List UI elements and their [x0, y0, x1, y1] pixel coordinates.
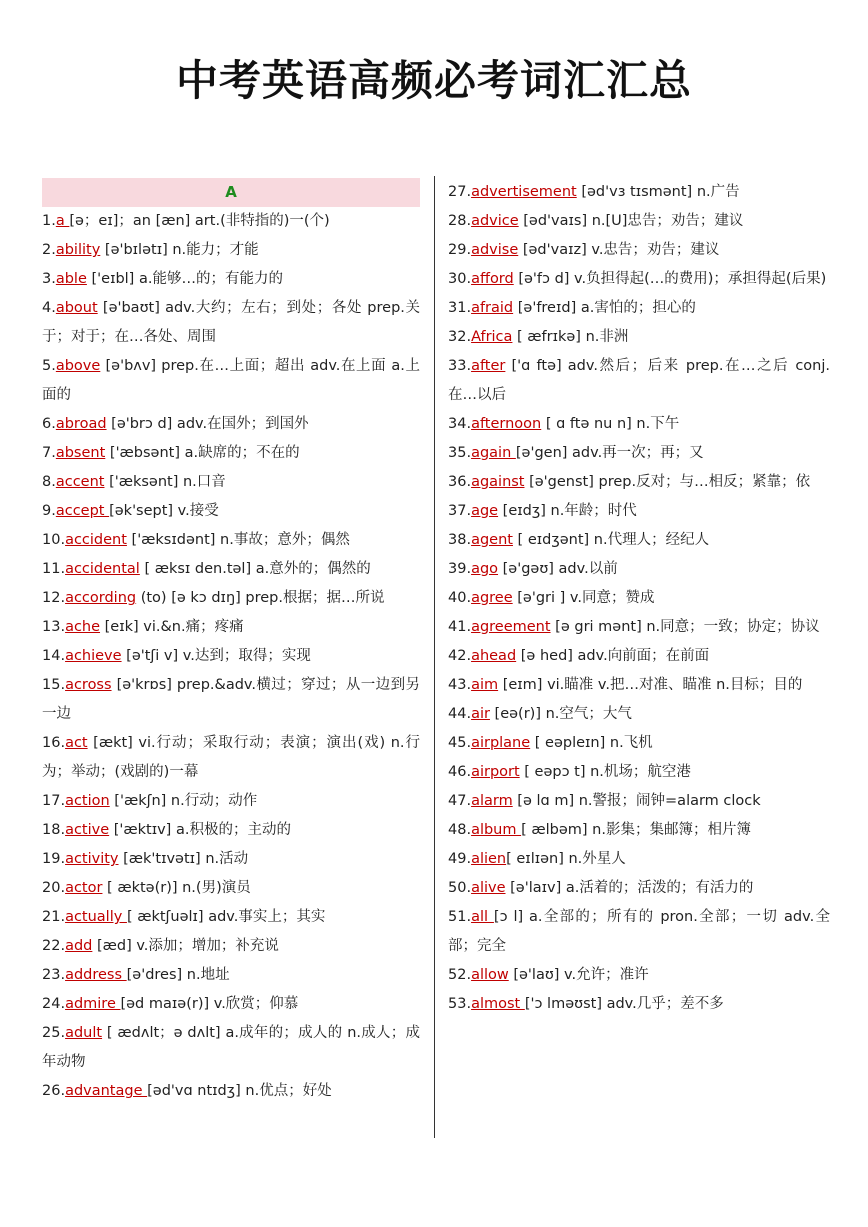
vocab-definition: [ə'laɪv] a.活着的；活泼的；有活力的 [505, 880, 754, 896]
vocab-number: 25. [42, 1025, 66, 1041]
vocab-number: 22. [42, 938, 66, 954]
vocab-number: 8. [42, 474, 56, 490]
vocab-word: a [55, 213, 70, 229]
vocab-entry [42, 874, 420, 903]
vocab-entry [448, 990, 830, 1019]
vocab-definition: [eə(r)] n.空气；大气 [489, 706, 632, 722]
vocab-word: alarm [471, 793, 513, 809]
vocab-entry [42, 555, 420, 584]
vocab-number: 6. [42, 416, 56, 432]
vocab-entry [448, 700, 830, 729]
vocab-definition: [ækt] vi.行动；采取行动；表演；演出(戏) n.行为；举动；(戏剧的)一幕 [42, 735, 420, 780]
vocab-definition: ['ækʃn] n.行动；动作 [109, 793, 258, 809]
vocab-entry [42, 932, 420, 961]
vocab-definition: [æd] v.添加；增加；补充说 [92, 938, 279, 954]
vocab-word: alive [471, 880, 506, 896]
vocab-definition: [ə'krɒs] prep.&adv.横过；穿过；从一边到另一边 [42, 677, 420, 722]
vocab-entry [42, 613, 420, 642]
vocab-word: agreement [471, 619, 551, 635]
vocab-entry [448, 874, 830, 903]
vocab-word: advertisement [471, 184, 577, 200]
vocab-number: 27. [448, 184, 472, 200]
vocab-definition: [ək'sept] v.接受 [109, 503, 219, 519]
vocab-definition: [ æktə(r)] n.(男)演员 [102, 880, 251, 896]
vocab-number: 17. [42, 793, 66, 809]
vocab-word: alien [471, 851, 507, 867]
vocab-definition: [ ɑ ftə nu n] n.下午 [541, 416, 680, 432]
vocab-number: 23. [42, 967, 66, 983]
vocab-word: album [471, 822, 522, 838]
vocab-entry [42, 207, 420, 236]
vocab-definition: [ ælbəm] n.影集；集邮簿；相片簿 [521, 822, 751, 838]
vocab-number: 9. [42, 503, 56, 519]
vocab-definition: [ə'gen] adv.再一次；再；又 [515, 445, 704, 461]
vocab-entry [448, 352, 830, 410]
vocab-entry [448, 845, 830, 874]
vocab-word: act [65, 735, 88, 751]
vocab-definition: [ æksɪ den.təl] a.意外的；偶然的 [139, 561, 371, 577]
vocab-entry [42, 787, 420, 816]
vocab-entry [448, 642, 830, 671]
vocab-definition: [ æfrɪkə] n.非洲 [512, 329, 629, 345]
vocab-word: against [471, 474, 525, 490]
vocab-number: 35. [448, 445, 472, 461]
vocab-entry [448, 294, 830, 323]
vocab-definition: ['æksənt] n.口音 [104, 474, 226, 490]
vocab-entry [42, 439, 420, 468]
vocab-number: 16. [42, 735, 66, 751]
vocab-word: abroad [55, 416, 107, 432]
vocab-entry [448, 207, 830, 236]
vocab-word: aim [471, 677, 499, 693]
vocab-word: ability [55, 242, 101, 258]
vocab-definition: [ə'fɔ d] v.负担得起(…的费用)；承担得起(后果) [513, 271, 827, 287]
vocab-number: 4. [42, 300, 56, 316]
vocab-number: 51. [448, 909, 472, 925]
vocab-entry [42, 671, 420, 729]
vocab-word: active [65, 822, 110, 838]
vocab-number: 10. [42, 532, 66, 548]
vocab-list-right [448, 178, 830, 1019]
vocab-definition: [ eəpɔ t] n.机场；航空港 [519, 764, 691, 780]
vocab-word: actor [65, 880, 103, 896]
vocab-word: accident [65, 532, 127, 548]
vocab-word: Africa [471, 329, 513, 345]
vocab-number: 3. [42, 271, 56, 287]
vocab-number: 29. [448, 242, 472, 258]
vocab-entry [42, 729, 420, 787]
vocab-number: 45. [448, 735, 472, 751]
vocab-word: age [471, 503, 499, 519]
vocab-number: 13. [42, 619, 66, 635]
vocab-entry [448, 410, 830, 439]
vocab-number: 14. [42, 648, 66, 664]
vocab-entry [42, 845, 420, 874]
vocab-number: 40. [448, 590, 472, 606]
vocab-entry [448, 265, 830, 294]
vocab-entry [448, 787, 830, 816]
vocab-entry [448, 468, 830, 497]
vocab-definition: [ə'tʃi v] v.达到；取得；实现 [121, 648, 311, 664]
right-column [448, 178, 830, 1019]
vocab-entry [448, 816, 830, 845]
vocab-word: across [65, 677, 112, 693]
vocab-entry [42, 584, 420, 613]
vocab-entry [42, 903, 420, 932]
vocab-word: address [65, 967, 127, 983]
vocab-entry [42, 497, 420, 526]
vocab-entry [42, 468, 420, 497]
vocab-entry [448, 613, 830, 642]
vocab-number: 49. [448, 851, 472, 867]
vocab-number: 34. [448, 416, 472, 432]
vocab-number: 47. [448, 793, 472, 809]
section-header: A [42, 178, 420, 207]
vocab-number: 42. [448, 648, 472, 664]
vocab-entry [42, 1077, 420, 1106]
vocab-entry [42, 236, 420, 265]
vocab-word: admire [65, 996, 121, 1012]
vocab-definition: ['ɑ ftə] adv.然后；后来 prep.在…之后 conj.在…以后 [448, 358, 830, 403]
vocab-definition: [ ædʌlt；ə dʌlt] a.成年的；成人的 n.成人；成年动物 [42, 1025, 420, 1070]
vocab-number: 30. [448, 271, 472, 287]
vocab-entry [448, 584, 830, 613]
vocab-definition: ['ɔ lməʊst] adv.几乎；差不多 [524, 996, 724, 1012]
vocab-definition: [eɪk] vi.&n.痛；疼痛 [100, 619, 244, 635]
vocab-word: advice [471, 213, 519, 229]
vocab-word: all [471, 909, 494, 925]
vocab-definition: [ eɪlɪən] n.外星人 [506, 851, 626, 867]
vocab-entry [42, 410, 420, 439]
vocab-number: 43. [448, 677, 472, 693]
vocab-entry [42, 816, 420, 845]
vocab-entry [448, 555, 830, 584]
vocab-number: 36. [448, 474, 472, 490]
vocab-word: agree [471, 590, 513, 606]
vocab-word: ahead [471, 648, 517, 664]
vocab-number: 21. [42, 909, 66, 925]
vocab-word: above [55, 358, 101, 374]
vocab-number: 33. [448, 358, 472, 374]
vocab-definition: (to) [ə kɔ dɪŋ] prep.根据；据…所说 [136, 590, 385, 606]
vocab-entry [448, 323, 830, 352]
vocab-word: ache [65, 619, 101, 635]
vocab-word: adult [65, 1025, 103, 1041]
vocab-entry [448, 439, 830, 468]
vocab-definition: [ə'dres] n.地址 [126, 967, 230, 983]
vocab-number: 44. [448, 706, 472, 722]
vocab-entry [42, 526, 420, 555]
vocab-definition: [ə'bɪlətɪ] n.能力；才能 [100, 242, 259, 258]
vocab-definition: [əd'vɑ ntɪdʒ] n.优点；好处 [147, 1083, 332, 1099]
vocab-entry [42, 642, 420, 671]
vocab-word: airport [471, 764, 520, 780]
vocab-word: after [471, 358, 506, 374]
vocab-entry [448, 178, 830, 207]
vocab-number: 19. [42, 851, 66, 867]
vocab-number: 24. [42, 996, 66, 1012]
vocab-number: 37. [448, 503, 472, 519]
vocab-word: advantage [65, 1083, 148, 1099]
vocab-entry [448, 729, 830, 758]
vocab-definition: ['æbsənt] a.缺席的；不在的 [105, 445, 300, 461]
vocab-entry [42, 990, 420, 1019]
vocab-definition: [ə hed] adv.向前面；在前面 [516, 648, 710, 664]
vocab-definition: [eɪm] vi.瞄准 v.把…对准、瞄准 n.目标；目的 [498, 677, 803, 693]
left-column [42, 178, 420, 1106]
vocab-number: 28. [448, 213, 472, 229]
vocab-number: 39. [448, 561, 472, 577]
vocab-entry [42, 961, 420, 990]
vocab-definition: [ə lɑ m] n.警报；闹钟=alarm clock [512, 793, 761, 809]
vocab-word: about [55, 300, 98, 316]
vocab-word: ago [471, 561, 499, 577]
vocab-entry [448, 497, 830, 526]
vocab-definition: [ə；eɪ]；an [æn] art.(非特指的)一(个) [69, 213, 330, 229]
vocab-definition: [ə gri mənt] n.同意；一致；协定；协议 [550, 619, 820, 635]
vocab-number: 38. [448, 532, 472, 548]
vocab-definition: ['æktɪv] a.积极的；主动的 [109, 822, 291, 838]
vocab-number: 52. [448, 967, 472, 983]
vocab-word: again [471, 445, 516, 461]
vocab-number: 50. [448, 880, 472, 896]
vocab-word: afraid [471, 300, 514, 316]
vocab-word: agent [471, 532, 513, 548]
vocab-number: 11. [42, 561, 66, 577]
vocab-word: almost [471, 996, 525, 1012]
vocab-definition: [ə'laʊ] v.允许；准许 [508, 967, 649, 983]
vocab-word: action [65, 793, 110, 809]
vocab-definition: [ə'freɪd] a.害怕的；担心的 [513, 300, 696, 316]
vocab-number: 1. [42, 213, 56, 229]
vocab-definition: [ə'genst] prep.反对；与…相反；紧靠；依 [524, 474, 811, 490]
vocab-definition: [ə'gri ] v.同意；赞成 [512, 590, 655, 606]
vocab-number: 26. [42, 1083, 66, 1099]
vocab-word: able [55, 271, 87, 287]
vocab-definition: [ɔ l] a.全部的；所有的 pron.全部；一切 adv.全部；完全 [448, 909, 830, 954]
vocab-definition: [ə'baʊt] adv.大约；左右；到处；各处 prep.关于；对于；在…各处、周围 [42, 300, 420, 345]
vocab-definition: [ə'gəʊ] adv.以前 [498, 561, 618, 577]
vocab-definition: [əd'vɜ tɪsmənt] n.广告 [576, 184, 740, 200]
vocab-number: 5. [42, 358, 56, 374]
vocab-number: 32. [448, 329, 472, 345]
vocab-number: 12. [42, 590, 66, 606]
vocab-number: 31. [448, 300, 472, 316]
vocab-definition: [əd maɪə(r)] v.欣赏；仰慕 [120, 996, 299, 1012]
vocab-entry [42, 265, 420, 294]
vocab-number: 46. [448, 764, 472, 780]
vocab-definition: [ eəpleɪn] n.飞机 [530, 735, 653, 751]
vocab-entry [448, 526, 830, 555]
vocab-definition: [ æktʃuəlɪ] adv.事实上；其实 [126, 909, 326, 925]
page-title: 中考英语高频必考词汇汇总 [175, 56, 692, 105]
vocab-word: actually [65, 909, 127, 925]
vocab-word: afford [471, 271, 514, 287]
vocab-definition: [æk'tɪvətɪ] n.活动 [118, 851, 249, 867]
vocab-word: airplane [471, 735, 531, 751]
vocab-word: advise [471, 242, 519, 258]
vocab-definition: [ eɪdʒənt] n.代理人；经纪人 [512, 532, 710, 548]
vocab-word: accidental [65, 561, 140, 577]
vocab-word: accent [55, 474, 105, 490]
vocab-definition: [eɪdʒ] n.年龄；时代 [498, 503, 637, 519]
vocab-word: accept [55, 503, 110, 519]
vocab-number: 41. [448, 619, 472, 635]
vocab-word: add [65, 938, 93, 954]
vocab-definition: [əd'vaɪs] n.[U]忠告；劝告；建议 [518, 213, 744, 229]
vocab-number: 18. [42, 822, 66, 838]
vocab-word: achieve [65, 648, 122, 664]
vocab-word: absent [55, 445, 106, 461]
vocab-entry [42, 1019, 420, 1077]
vocab-definition: [ə'brɔ d] adv.在国外；到国外 [106, 416, 309, 432]
vocab-entry [448, 236, 830, 265]
vocab-number: 53. [448, 996, 472, 1012]
vocab-word: according [65, 590, 137, 606]
column-divider [434, 176, 435, 1138]
vocab-definition: ['eɪbl] a.能够…的；有能力的 [86, 271, 283, 287]
vocab-definition: [əd'vaɪz] v.忠告；劝告；建议 [518, 242, 720, 258]
vocab-list-left [42, 207, 420, 1106]
vocab-number: 15. [42, 677, 66, 693]
vocab-number: 48. [448, 822, 472, 838]
vocab-entry [42, 352, 420, 410]
vocab-word: activity [65, 851, 119, 867]
vocab-entry [42, 294, 420, 352]
vocab-number: 20. [42, 880, 66, 896]
vocab-number: 2. [42, 242, 56, 258]
vocab-word: allow [471, 967, 509, 983]
vocab-entry [448, 758, 830, 787]
vocab-entry [448, 903, 830, 961]
vocab-entry [448, 961, 830, 990]
vocab-number: 7. [42, 445, 56, 461]
vocab-entry [448, 671, 830, 700]
vocab-word: air [471, 706, 490, 722]
vocab-definition: ['æksɪdənt] n.事故；意外；偶然 [126, 532, 350, 548]
vocab-word: afternoon [471, 416, 542, 432]
vocab-definition: [ə'bʌv] prep.在…上面；超出 adv.在上面 a.上面的 [42, 358, 420, 403]
